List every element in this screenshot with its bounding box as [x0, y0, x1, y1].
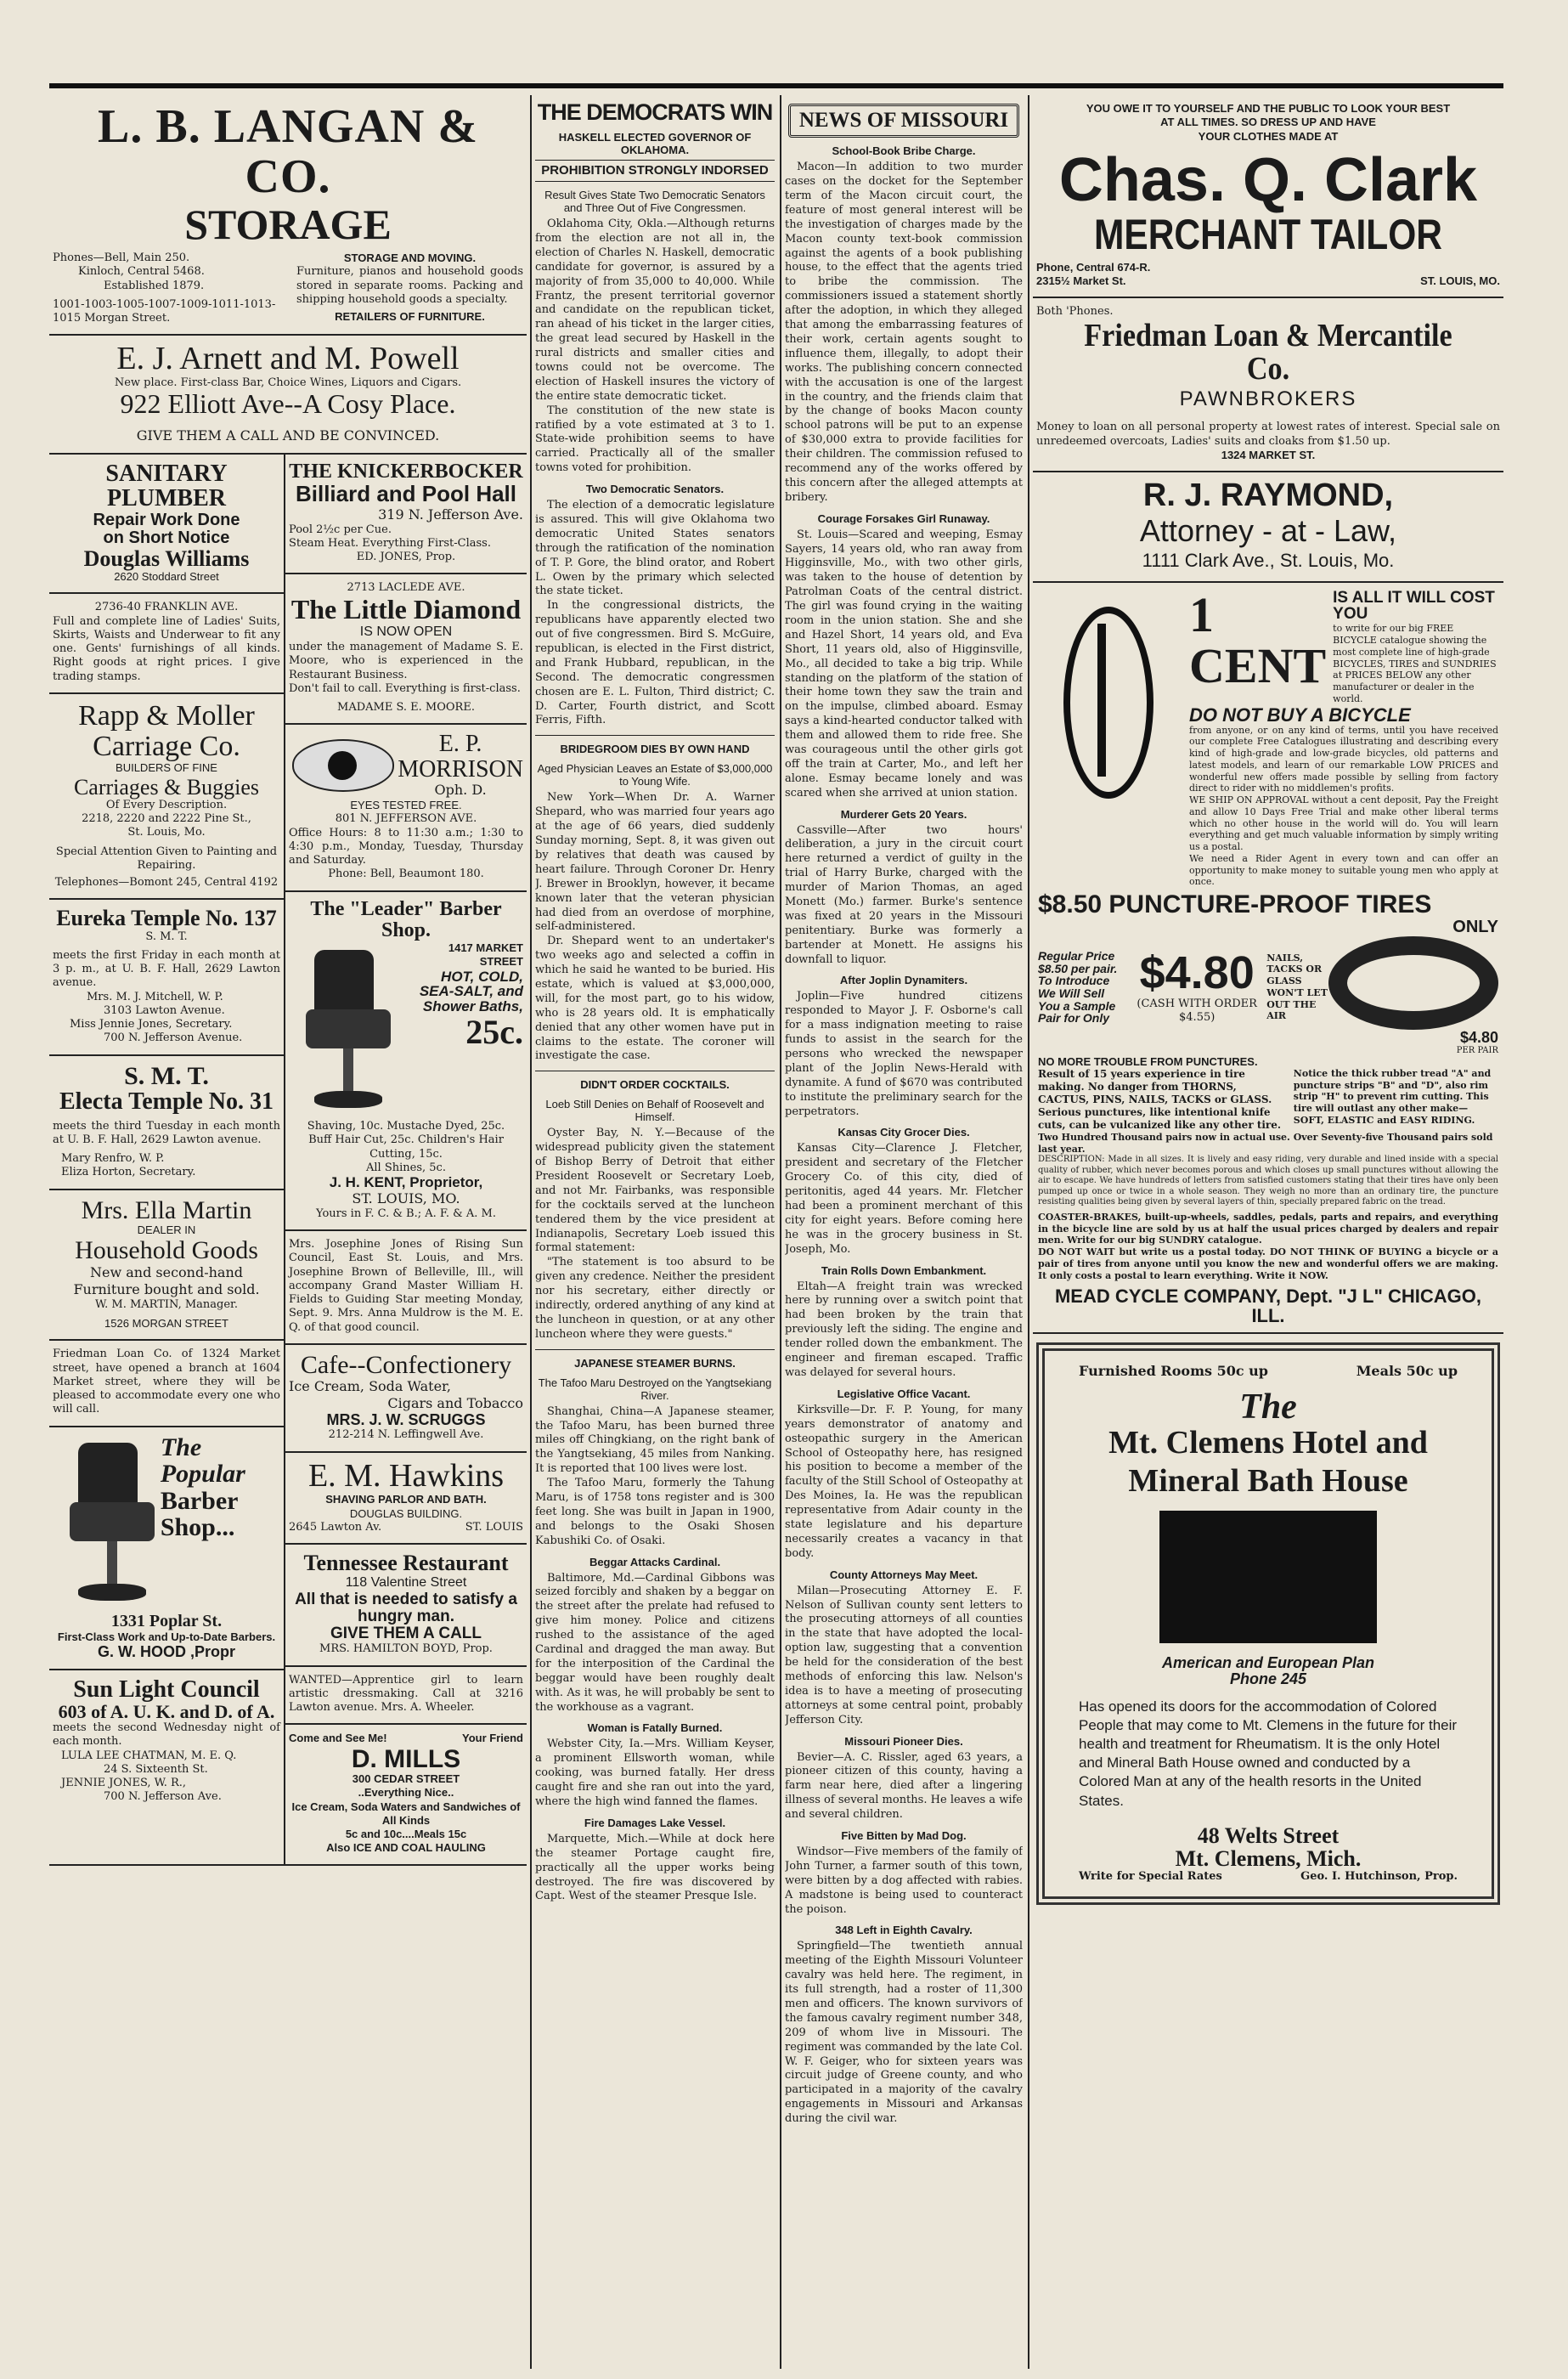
ad-line: Furniture bought and sold.: [73, 1280, 260, 1297]
ad-title: Chas. Q. Clark: [1058, 145, 1478, 214]
ad-raymond: [1033, 472, 1503, 582]
ad-line: on Short Notice: [103, 528, 230, 547]
ad-langan: [49, 95, 527, 336]
right-subcolumn: [285, 455, 527, 1863]
story-headline: After Joplin Dynamiters.: [839, 974, 968, 987]
subhead: Two Democratic Senators.: [585, 483, 725, 496]
ad-line: (CASH WITH ORDER $4.55): [1137, 997, 1257, 1025]
subhead: Aged Physician Leaves an Estate of $3,000,000 to Young Wife.: [537, 762, 773, 788]
ad-line: EYES TESTED FREE.: [350, 799, 462, 812]
ad-title: Eureka Temple No. 137: [56, 906, 277, 931]
ad-tagline: New place. First-class Bar, Choice Wines, Liquors and Cigars.: [114, 376, 462, 390]
masthead: NEWS OF MISSOURI: [798, 109, 1009, 132]
ad-subtitle: MERCHANT TAILOR: [1093, 211, 1442, 259]
ad-prop: G. W. HOOD ,Propr: [97, 1642, 235, 1660]
ad-clark: [1033, 95, 1503, 298]
ad-title: Barber: [160, 1486, 239, 1515]
ad-name: Douglas Williams: [83, 545, 250, 571]
ad-line: New and second-hand: [89, 1263, 244, 1280]
ad-arnett: [49, 336, 527, 455]
story-paragraph: Dr. Shepard went to an undertaker's two weeks ago and selected a coffin in which he said he wanted to be buried. His estate, which is valued at $3,000,000, will, for the most part, go to his widow, who is 28 years old. It is emphatically denied that any other women have put in claims to the estate. The coroner will investigate the case.: [535, 935, 775, 1063]
ad-address: 1331 Poplar St.: [110, 1611, 223, 1630]
ad-text: meets the first Friday in each month at 3 p. m., at U. B. F. Hall, 2629 Lawton avenue.: [53, 948, 280, 990]
story-paragraph: Kirksville—Dr. F. P. Young, for many years demonstrator of anatomy and osteopathic surgery in the American School of Osteopathy here, has resigned his position to become a member of the faculty of the Still School of Osteopathy at Des Moines, Ia. He was the republican representative from Adair county in the state legislature and his departure necessarily creates a vacancy in that body.: [785, 1403, 1023, 1560]
ad-subtitle: STORAGE: [184, 200, 392, 248]
newspaper-page: [49, 75, 1503, 2369]
ad-address: 1324 MARKET ST.: [1221, 448, 1316, 461]
ad-title: Mineral Bath House: [1128, 1463, 1408, 1500]
ad-line: ONLY: [1452, 917, 1498, 936]
story-headline: Kansas City Grocer Dies.: [838, 1126, 970, 1139]
ad-tennessee: [285, 1545, 527, 1666]
ad-mills: [285, 1725, 527, 1863]
barber-chair-icon: [289, 941, 408, 1120]
ad-text: Money to loan on all personal property at lowest rates of interest. Special sale on unredeemed overcoats, Ladies' suits and cloaks from $1.50 up.: [1036, 421, 1500, 448]
ad-address: 1526 MORGAN STREET: [104, 1317, 228, 1331]
column-ads-right: [1033, 95, 1503, 2369]
ad-line: Furnished Rooms 50c up: [1079, 1363, 1268, 1380]
ad-line: YOUR CLOTHES MADE AT: [1198, 129, 1339, 143]
masthead-box: [788, 104, 1019, 138]
ad-subtitle: $8.50 PUNCTURE-PROOF TIRES: [1038, 890, 1432, 919]
subhead: Result Gives State Two Democratic Senators and Three Out of Five Congressmen.: [544, 189, 765, 215]
ad-person: 700 N. Jefferson Ave.: [104, 1790, 222, 1804]
subhead: The Tafoo Maru Destroyed on the Yangtsekiang River.: [538, 1376, 772, 1402]
ad-address: 922 Elliott Ave--A Cosy Place.: [120, 388, 456, 420]
ad-city: ST. LOUIS: [465, 1520, 523, 1534]
ad-line: Cigars and Tobacco: [387, 1395, 523, 1412]
story-paragraph: The Tafoo Maru, formerly the Tahung Maru, is of 1758 tons register and is 300 feet long. She was built in Japan in 1900, and belongs to the Osaki Shosen Kabushiki Co. of Osaki.: [535, 1477, 775, 1547]
ad-line: GIVE THEM A CALL: [330, 1625, 482, 1643]
ad-subtitle: S. M. T.: [145, 930, 188, 943]
ad-price: 25c.: [465, 1013, 523, 1052]
ad-line: AT ALL TIMES. SO DRESS UP AND HAVE: [1160, 116, 1376, 129]
ad-popular-barber: [49, 1427, 284, 1670]
ad-title: Shop...: [160, 1513, 235, 1542]
ad-address: 2713 LACLEDE AVE.: [347, 581, 465, 595]
headline: Fire Damages Lake Vessel.: [584, 1816, 726, 1829]
ad-product: Household Goods: [75, 1236, 258, 1265]
ad-product: Carriages & Buggies: [73, 774, 260, 800]
ad-text: Friedman Loan Co. of 1324 Market street, have opened a branch at 1604 Market street, where they will be pleased to accommodate every one who will call.: [53, 1348, 280, 1416]
ad-title: Tennessee Restaurant: [303, 1551, 509, 1576]
ad-title: Sun Light Council: [73, 1675, 260, 1703]
ad-line: Write for Special Rates: [1079, 1870, 1222, 1884]
ad-diamond: [285, 574, 527, 725]
ad-electa: [49, 1056, 284, 1190]
ad-line: NAILS, TACKS OR GLASS WON'T LET OUT THE AIR: [1266, 952, 1328, 1022]
ad-phone: Both 'Phones.: [1036, 305, 1114, 319]
ad-line: NO MORE TROUBLE FROM PUNCTURES.: [1038, 1055, 1258, 1069]
ad-phone: Telephones—Bomont 245, Central 4192: [54, 876, 279, 890]
ad-title: E. P. MORRISON: [398, 731, 523, 783]
ad-price: $4.80: [1139, 947, 1255, 999]
ad-address: 2620 Stoddard Street: [114, 570, 219, 584]
ad-title: S. M. T.: [124, 1061, 209, 1090]
ad-title: The Popular: [160, 1432, 245, 1489]
story-headline: School-Book Bribe Charge.: [832, 144, 976, 158]
story-headline: Courage Forsakes Girl Runaway.: [817, 511, 990, 525]
ad-title: The "Leader" Barber Shop.: [310, 897, 502, 941]
ad-text: Two Hundred Thousand pairs now in actual use. Over Seventy-five Thousand pairs sold last year.: [1038, 1131, 1493, 1155]
story-headline: 348 Left in Eighth Cavalry.: [835, 1924, 973, 1937]
ad-prop: MADAME S. E. MOORE.: [337, 701, 475, 715]
ad-degree: Oph. D.: [434, 782, 487, 799]
services-text: Furniture, pianos and household goods stored in separate rooms. Packing and shipping household goods a specialty.: [296, 265, 523, 306]
ad-address: St. Louis, Mo.: [127, 826, 206, 839]
ad-title: Electa Temple No. 31: [59, 1088, 274, 1116]
column-divider: [780, 95, 781, 2369]
ad-title: E. M. Hawkins: [307, 1457, 505, 1494]
ad-title: Carriage Co.: [93, 730, 240, 762]
ad-prop: J. H. KENT, Proprietor,: [329, 1174, 483, 1191]
ad-address: 48 Welts Street: [1197, 1822, 1340, 1848]
ad-phone: Phone: Bell, Beaumont 180.: [328, 867, 484, 881]
column-divider: [1028, 95, 1029, 2369]
ad-city: ST. LOUIS, MO.: [352, 1190, 460, 1206]
ad-person: 3103 Lawton Avenue.: [104, 1003, 225, 1017]
column-ads-left: [49, 95, 527, 2369]
ad-friedman-note: [49, 1341, 284, 1427]
ad-line: ..Everything Nice..: [358, 1786, 454, 1800]
story-headline: County Attorneys May Meet.: [829, 1568, 979, 1581]
ad-address: 118 Valentine Street: [345, 1575, 467, 1591]
ad-address: 300 CEDAR STREET: [352, 1772, 460, 1786]
subhead: HASKELL ELECTED GOVERNOR OF OKLAHOMA.: [558, 131, 752, 157]
ad-subtitle: PAWNBROKERS: [1179, 387, 1357, 411]
ad-person: Mary Renfro, W. P.: [61, 1152, 165, 1166]
ad-line: Meals 50c up: [1356, 1363, 1458, 1380]
ad-line: DOUGLAS BUILDING.: [349, 1506, 463, 1520]
ad-person: LULA LEE CHATMAN, M. E. Q.: [61, 1749, 237, 1762]
story-headline: Missouri Pioneer Dies.: [844, 1734, 963, 1748]
ad-text: WANTED—Apprentice girl to learn artistic dressmaking. Call at 3216 Lawton avenue. Mrs. A. Wheeler.: [289, 1673, 523, 1715]
ad-line: Of Every Description.: [105, 798, 228, 811]
headline: JAPANESE STEAMER BURNS.: [535, 1349, 775, 1370]
ad-cafe: [285, 1345, 527, 1453]
ad-morrison: [285, 725, 527, 891]
headline: Beggar Attacks Cardinal.: [589, 1555, 721, 1568]
story-paragraph: In the congressional districts, the republicans have apparently elected two out of five congressmen. Bird S. McGuire, republican, is elected in the First district, and Frank Hubbard, republican, in the Second. The democratic congressmen chosen are E. L. Fulton, Third district; C. D. Carter, Fourth district, and Scott Ferris, Fifth.: [535, 599, 775, 727]
ad-line: Come and See Me!: [289, 1732, 387, 1745]
ad-hours: Office Hours: 8 to 11:30 a.m.; 1:30 to 4:30 p.m., Monday, Tuesday, Thursday and Saturday.: [289, 826, 523, 867]
story-paragraph: Webster City, Ia.—Mrs. William Keyser, a prominent Ellsworth woman, while cooking, was burned fatally. Her dress caught fire and she ran out into the yard, where the high wind fanned the flames.: [535, 1738, 775, 1809]
subhead: PROHIBITION STRONGLY INDORSED: [535, 160, 775, 182]
ad-subtitle: Billiard and Pool Hall: [295, 481, 517, 507]
phone-line: Kinloch, Central 5468.: [78, 265, 205, 279]
ad-title: THE KNICKERBOCKER: [289, 461, 523, 483]
ad-line: Ice Cream, Soda Water,: [289, 1378, 452, 1395]
ad-line: BUILDERS OF FINE: [116, 761, 217, 775]
tire-icon: [1328, 936, 1498, 1030]
ad-text: DO NOT WAIT but write us a postal today. DO NOT THINK OF BUYING a bicycle or a pair of tires from anyone until you know the new and wonderful offers we are making. It only costs a postal to learn everything. Write it NOW.: [1038, 1246, 1498, 1281]
ad-text: meets the second Wednesday night of each month.: [53, 1721, 280, 1749]
ad-prop: ED. JONES, Prop.: [356, 551, 456, 564]
ad-subtitle: IS NOW OPEN: [359, 624, 453, 640]
ad-wanted: [285, 1667, 527, 1726]
ad-franklin: [49, 594, 284, 694]
ad-text: Full and complete line of Ladies' Suits, Skirts, Waists and Underwear to fit any one. Gents' furnishings of all kinds. Right goods at right prices. I give trading stamps.: [53, 614, 280, 683]
ad-line: All Shines, 5c.: [366, 1161, 446, 1174]
ad-person: Miss Jennie Jones, Secretary.: [70, 1018, 233, 1031]
ad-title: IS ALL IT WILL COST YOU: [1333, 588, 1495, 624]
ad-cta: GIVE THEM A CALL AND BE CONVINCED.: [136, 427, 440, 444]
ad-text: under the management of Madame S. E. Moore, who is experienced in the Restaurant Business.: [289, 641, 523, 681]
headline: BRIDEGROOM DIES BY OWN HAND: [535, 735, 775, 755]
ad-text: Mrs. Josephine Jones of Rising Sun Council, East St. Louis, and Mrs. Josephine Brown of Belleville, Ill., will accompany Grand Master William H. Fields to Guiding Star meeting Monday, Sept. 9. Mrs. Anna Muldrow is the M. E. Q. of that good council.: [289, 1238, 523, 1334]
eye-icon: [292, 739, 394, 792]
ad-address: 212-214 N. Leffingwell Ave.: [328, 1428, 484, 1442]
ad-title: SANITARY PLUMBER: [105, 461, 228, 512]
ad-city: Mt. Clemens, Mich.: [1175, 1845, 1362, 1871]
ad-text: meets the third Tuesday in each month at U. B. F. Hall, 2629 Lawton avenue.: [53, 1119, 280, 1146]
ad-address: 2218, 2220 and 2222 Pine St.,: [82, 812, 251, 826]
story-paragraph: New York—When Dr. A. Warner Shepard, who was married four years ago at the age of 66 years, died suddenly Sunday morning, Sept. 8, it was given out by relatives that death was caused by heart failure. Through Coroner Dr. Henry J. Brewer in Brooklyn, however, it became known later that the veteran physician had died from an overdose of morphine, self-administered.: [535, 791, 775, 934]
ad-line: All that is needed to satisfy a hungry man.: [295, 1591, 517, 1626]
ad-text: COASTER-BRAKES, built-up-wheels, saddles, pedals, parts and repairs, and everything in the bicycle line are sold by us at half the usual prices charged by dealers and repair men. Write for our big SUNDRY catalogue.: [1038, 1211, 1498, 1246]
story-paragraph: The constitution of the new state is ratified by a vote estimated at 3 to 1. State-wide prohibition seems to have carried. Practically all of the smaller towns voted for prohibition.: [535, 404, 775, 475]
ad-title: Rapp & Moller: [78, 699, 255, 732]
ad-text: Regular Price $8.50 per pair. To Introduce We Will Sell You a Sample Pair for Only: [1038, 948, 1118, 1026]
ad-address: 2315½ Market St.: [1036, 274, 1126, 288]
story-headline: Five Bitten by Mad Dog.: [841, 1828, 967, 1842]
story-paragraph: Marquette, Mich.—While at dock here the steamer Portage caught fire, practically all the upper works being destroyed. The fire was discovered by Capt. West of the steamer Presque Isle.: [535, 1832, 775, 1903]
ad-address: 801 N. JEFFERSON AVE.: [335, 812, 477, 826]
ad-address: 2645 Lawton Av.: [289, 1520, 382, 1534]
ad-line: Also ICE AND COAL HAULING: [326, 1841, 486, 1855]
story-paragraph: Windsor—Five members of the family of John Turner, a farmer south of this town, were bitten by a dog affected with rabies. A madstone is being used to counteract the poison.: [785, 1845, 1023, 1916]
ad-manager: W. M. MARTIN, Manager.: [95, 1297, 238, 1311]
ad-line: Steam Heat. Everything First-Class.: [289, 536, 491, 550]
ad-title: 603 of A. U. K. and D. of A.: [58, 1701, 275, 1723]
story-paragraph: Joplin—Five hundred citizens responded to Mayor J. F. Osborne's call for a mass indignation meeting to raise funds to assist in the search for the persons who wrecked the newspaper plant of the Joplin News-Herald with dynamite. A fund of $670 was contributed to institute the preliminary search for the perpetrators.: [785, 990, 1023, 1118]
story-paragraph: Baltimore, Md.—Cardinal Gibbons was seized forcibly and shaken by a beggar on the street after the prelate had refused to give him money. Police and citizens rushed to the assistance of the aged Cardinal and dragged the man away. But for the interposition of the Cardinal the beggar would have been roughly dealt with. As it was, he will probably be sent to the workhouse as a vagrant.: [535, 1571, 775, 1714]
ad-line: The: [1239, 1387, 1297, 1427]
ad-line: Pool 2½c per Cue.: [289, 523, 392, 536]
ad-title: D. MILLS: [351, 1744, 461, 1773]
headline: DIDN'T ORDER COCKTAILS.: [535, 1071, 775, 1091]
story-paragraph: Kansas City—Clarence J. Fletcher, president and secretary of the Fletcher Grocery Co. of this city, died of peritonitis, aged 44 years. Mr. Fletcher had been a prominent merchant of this city for eight years. Before coming here he was in the grocery business in St. Joseph, Mo.: [785, 1142, 1023, 1256]
ad-phone: Phone, Central 674-R.: [1036, 260, 1151, 274]
ad-address: 1001-1003-1005-1007-1009-1011-1013-1015 Morgan Street.: [53, 297, 276, 325]
story-paragraph: Bevier—A. C. Rissler, aged 63 years, a pioneer citizen of this county, having a farm near here, died after a lingering illness of several months. He leaves a wife and several children.: [785, 1750, 1023, 1822]
ad-line: Shaving, 10c. Mustache Dyed, 25c.: [307, 1120, 505, 1133]
ad-address: 319 N. Jefferson Ave.: [378, 506, 523, 523]
story-paragraph: Eltah—A freight train was wrecked here by running over a switch point that had been broken by the train that previously left the siding. The engine and tender rolled down the embankment. The engineer and fireman escaped. Traffic was delayed for several hours.: [785, 1280, 1023, 1379]
ad-title: E. J. Arnett and M. Powell: [116, 341, 460, 377]
headline: Woman is Fatally Burned.: [587, 1721, 723, 1735]
ad-leader-barber: [285, 892, 527, 1231]
ad-rising-sun: [285, 1231, 527, 1345]
ad-line: American and European Plan: [1161, 1654, 1375, 1672]
ad-address: 1417 MARKET STREET: [448, 941, 523, 969]
ad-text: DESCRIPTION: Made in all sizes. It is lively and easy riding, very durable and lined inside with a special quality of rubber, which never becomes porous and which closes up small punctures without allowing the air to escape. We have hundreds of letters from satisfied customers stating that their tires have only been pumped up once or twice in a whole season. They weigh no more than an ordinary tire, the puncture resisting qualities being given by several layers of thin, specially prepared fabric on the tread.: [1038, 1155, 1498, 1207]
story-paragraph: Oyster Bay, N. Y.—Because of the widespread publicity given the statement of Bishop Berry of Detroit that either President Roosevelt or Secretary Loeb, and not Mr. Fairbanks, was responsible for the cocktails served at the luncheon tendered them by the vice president at Indianapolis, Secretary Loeb issued this formal statement:: [535, 1127, 775, 1255]
ad-title: L. B. LANGAN & CO.: [97, 100, 479, 203]
ad-subtitle: Attorney - at - Law,: [1139, 513, 1397, 549]
left-subcolumn: [49, 455, 285, 1863]
ad-address: 1111 Clark Ave., St. Louis, Mo.: [1142, 550, 1395, 572]
ad-knickerbocker: [285, 455, 527, 574]
ad-title: The Little Diamond: [290, 593, 522, 624]
ad-phone: Phone 245: [1229, 1670, 1307, 1688]
ad-line: YOU OWE IT TO YOURSELF AND THE PUBLIC TO LOOK YOUR BEST: [1086, 102, 1451, 115]
story-paragraph: Macon—In addition to two murder cases on the docket for the September term of the Macon circuit court, the feature of most general interest will be the investigation of charges made by the Macon county text-book commission against the agents of a book publishing house, to the effect that the agents tried to bribe the commission. The commissioners issued a statement shortly after the adoption, in which they alleged that among the embarrassing features of their work, certain agents sought to influence them, illegally, to adopt their works. The publishing concern connected with the accusation is one of the largest in the country, and the friends claim that by the change of books Macon county school patrons will be put to an expense of $30,000 extra to provide facilities for their children. The commission refused to recommend any of the works offered by this concern after the alleged attempts at bribery.: [785, 161, 1023, 504]
column-news-general: [535, 95, 775, 2369]
services-title: STORAGE AND MOVING.: [343, 251, 477, 265]
story-headline: Legislative Office Vacant.: [837, 1387, 971, 1400]
top-rule: [49, 83, 1503, 88]
established: Established 1879.: [104, 279, 205, 292]
ad-plumber: [49, 455, 284, 594]
ad-title: R. J. RAYMOND,: [1142, 477, 1394, 514]
story-paragraph: Oklahoma City, Okla.—Although returns from the election are not all in, the election of Charles N. Haskell, democratic candidate for governor, is assured by a majority of from 35,000 to 40,000. While Frantz, the present territorial governor and candidate on the republican ticket, ran ahead of his ticket in the larger cities, the great lead secured by Haskell in the rural districts and smaller cities and towns could not be overcome. The election of Haskell insures the victory of the entire state democratic ticket.: [535, 218, 775, 403]
ad-person: Eliza Horton, Secretary.: [61, 1166, 196, 1179]
ad-text: WE SHIP ON APPROVAL without a cent deposit, Pay the Freight and allow 10 Days Free Trial and make other liberal terms which no other house in the world will do. You will learn everything and get much valuable information by simply writing us a postal.: [1189, 794, 1498, 853]
ad-address: 2736-40 FRANKLIN AVE.: [94, 601, 239, 614]
story-paragraph: Cassville—After two hours' deliberation, a jury in the circuit court here returned a verdict of guilty in the trial of Harry Burke, charged with the murder of Marion Thomas, an aged Monett (Mo.) farmer. Burke's sentence was fixed at 20 years in the Missouri penitentiary. Burke was formerly a bartender at Monett. He assigns his downfall to liquor.: [785, 823, 1023, 966]
story-paragraph: St. Louis—Scared and weeping, Esmay Sayers, 14 years old, who ran away from Higginsville, Mo., with two other girls, was taken to the house of detention by Patrolman Coats of the central district. The girl was found crying in the waiting room in the union station. She and she and Hazel Short, 14 years old, and Eva Short, 11 years old, also of Higginsville, Mo., all decided to take a big trip. While standing on the platform of the station of their home town they saw the train and on the impulse, climbed aboard. Esmay says a kind-hearted conductor talked with them and allowed them to ride free. She was courageous until the other girls got off the train at Carter, Mo., and left her alone. Esmay became lonely and was scared when she arrived at union station.: [785, 528, 1023, 800]
ad-title: Mt. Clemens Hotel and: [1108, 1424, 1428, 1461]
ad-prop: MRS. HAMILTON BOYD, Prop.: [319, 1642, 493, 1656]
ad-rapp: [49, 694, 284, 900]
ad-person: JENNIE JONES, W. R.,: [61, 1777, 187, 1790]
ad-line: Buff Hair Cut, 25c. Children's Hair Cutting, 15c.: [308, 1133, 504, 1161]
ad-bicycle: [1033, 583, 1503, 1335]
ad-person: 24 S. Sixteenth St.: [104, 1762, 208, 1776]
subhead: Loeb Still Denies on Behalf of Roosevelt and Himself.: [545, 1098, 764, 1124]
ad-title: Cafe--Confectionery: [300, 1350, 512, 1379]
ad-prop: Geo. I. Hutchinson, Prop.: [1300, 1870, 1458, 1884]
ad-price: $4.80: [1459, 1028, 1498, 1046]
hotel-photo: [1159, 1511, 1377, 1643]
story-headline: Murderer Gets 20 Years.: [840, 807, 967, 821]
ad-hawkins: [285, 1453, 527, 1546]
ad-city: ST. LOUIS, MO.: [1420, 274, 1500, 288]
phone-line: Phones—Bell, Main 250.: [53, 251, 190, 265]
ad-line: PER PAIR: [1456, 1045, 1498, 1055]
story-paragraph: Shanghai, China—A Japanese steamer, the Tafoo Maru, has been burned three miles off Chingkiang, on the right bank of the Yangtsekiang, 45 miles from Nanking. It is reported that 100 lives were lost.: [535, 1404, 775, 1476]
story-headline: Train Rolls Down Embankment.: [821, 1263, 987, 1277]
retail-line: RETAILERS OF FURNITURE.: [335, 310, 485, 324]
ad-line: Ice Cream, Soda Waters and Sandwiches of All Kinds: [291, 1800, 521, 1827]
ad-text: to write for our big FREE BICYCLE catalogue showing the most complete line of high-grade BICYCLES, TIRES and SUNDRIES at PRICES BELOW any other manufacturer or dealer in the world.: [1333, 623, 1497, 704]
ad-text: Result of 15 years experience in tire making. No danger from THORNS, CACTUS, PINS, NAILS, TACKS or GLASS. Serious punctures, like intentional knife cuts, can be vulcanized like any other tire.: [1038, 1067, 1282, 1131]
ad-subtitle: SHAVING PARLOR AND BATH.: [325, 1493, 487, 1506]
ad-line: HOT, COLD, SEA-SALT, and Shower Baths,: [419, 968, 523, 1015]
ad-title: Friedman Loan & Mercantile Co.: [1084, 317, 1452, 387]
ad-line: First-Class Work and Up-to-Date Barbers.: [57, 1630, 276, 1643]
ad-company: MEAD CYCLE COMPANY, Dept. "J L" CHICAGO, ILL.: [1054, 1286, 1482, 1327]
ad-eureka: [49, 900, 284, 1055]
ad-line: 5c and 10c....Meals 15c: [345, 1828, 467, 1841]
ad-line: DEALER IN: [137, 1223, 196, 1237]
story-paragraph: "The statement is too absurd to be given any credence. Neither the president nor his secretary, either directly or indirectly, ordered anything of any kind at the luncheon in question, or at any other luncheon where they were guests.": [535, 1256, 775, 1341]
ad-subtitle: DO NOT BUY A BICYCLE: [1189, 704, 1411, 726]
ad-note: Special Attention Given to Painting and Repairing.: [55, 845, 278, 872]
ad-martin: [49, 1190, 284, 1342]
ad-title: Mrs. Ella Martin: [81, 1195, 252, 1224]
ad-line: Repair Work Done: [93, 510, 240, 529]
headline: THE DEMOCRATS WIN: [537, 99, 773, 125]
column-divider: [530, 95, 532, 2369]
ad-note: Yours in F. C. & B.; A. F. & A. M.: [316, 1206, 496, 1220]
ad-text: We need a Rider Agent in every town and can offer an opportunity to make money to suitable young men who apply at once.: [1189, 852, 1498, 888]
story-paragraph: Springfield—The twentieth annual meeting of the Eighth Missouri Volunteer cavalry was held here. The regiment, in its full strength, had a roster of 11,300 men and officers. The known survivors of the famous cavalry regiment number 348, 209 of whom live in Missouri. The regiment was commanded by the late Col. W. F. Geiger, who for sixteen years was circuit judge of Greene county, and who participated in a majority of the cavalry engagements in Missouri and Arkansas during the civil war.: [785, 1940, 1023, 2126]
bicycle-icon: [1038, 590, 1182, 811]
ad-person: Mrs. M. J. Mitchell, W. P.: [87, 990, 223, 1003]
ad-prop: MRS. J. W. SCRUGGS: [326, 1411, 486, 1429]
ad-friedman: [1033, 298, 1503, 472]
missouri-stories: [785, 144, 1023, 2127]
ad-text: Has opened its doors for the accommodation of Colored People that may come to Mt. Clemens in the future for their health and treatment for Rheumatism. It is the only Hotel and Mineral Bath House owned and conducted by a Colored Man at any of the health resorts in the United States.: [1079, 1698, 1458, 1809]
story-paragraph: Milan—Prosecuting Attorney E. F. Nelson of Sullivan county sent letters to the prosecuting attorneys of all counties in the state that have adopted the local-option law, suggesting that a convention be held for the consideration of the best methods of enforcing this law. Nelson's idea is to have a meeting of prosecuting attorneys at some central point, probably Jefferson City.: [785, 1584, 1023, 1726]
ad-sunlight: [49, 1670, 284, 1813]
barber-chair-icon: [53, 1434, 161, 1613]
ad-person: 700 N. Jefferson Avenue.: [104, 1031, 243, 1045]
story-paragraph: The election of a democratic legislature is assured. This will give Oklahoma two democratic United States senators through the ratification of the nomination of T. P. Gore, the blind orator, and Robert L. Owen by the primary which selected the state ticket.: [535, 499, 775, 598]
ad-text: from anyone, or on any kind of terms, until you have received our complete Free Catalogues illustrating and describing every kind of high-grade and low-grade bicycles, old patterns and latest models, and learn of our remarkable LOW PRICES and wonderful new offers made possible by selling from factory direct to rider with no middlemen's profits.: [1189, 724, 1498, 794]
ad-hotel: [1036, 1342, 1500, 1904]
ad-price-big: 1 CENT: [1189, 586, 1327, 694]
ad-text: Don't fail to call. Everything is first-class.: [289, 681, 521, 695]
ad-line: Your Friend: [462, 1732, 523, 1745]
ad-text: Notice the thick rubber tread "A" and puncture strips "B" and "D", also rim strip "H" to prevent rim cutting. This tire will outlast any other make—SOFT, ELASTIC and EASY RIDING.: [1293, 1067, 1492, 1126]
column-news-missouri: [785, 95, 1023, 2369]
